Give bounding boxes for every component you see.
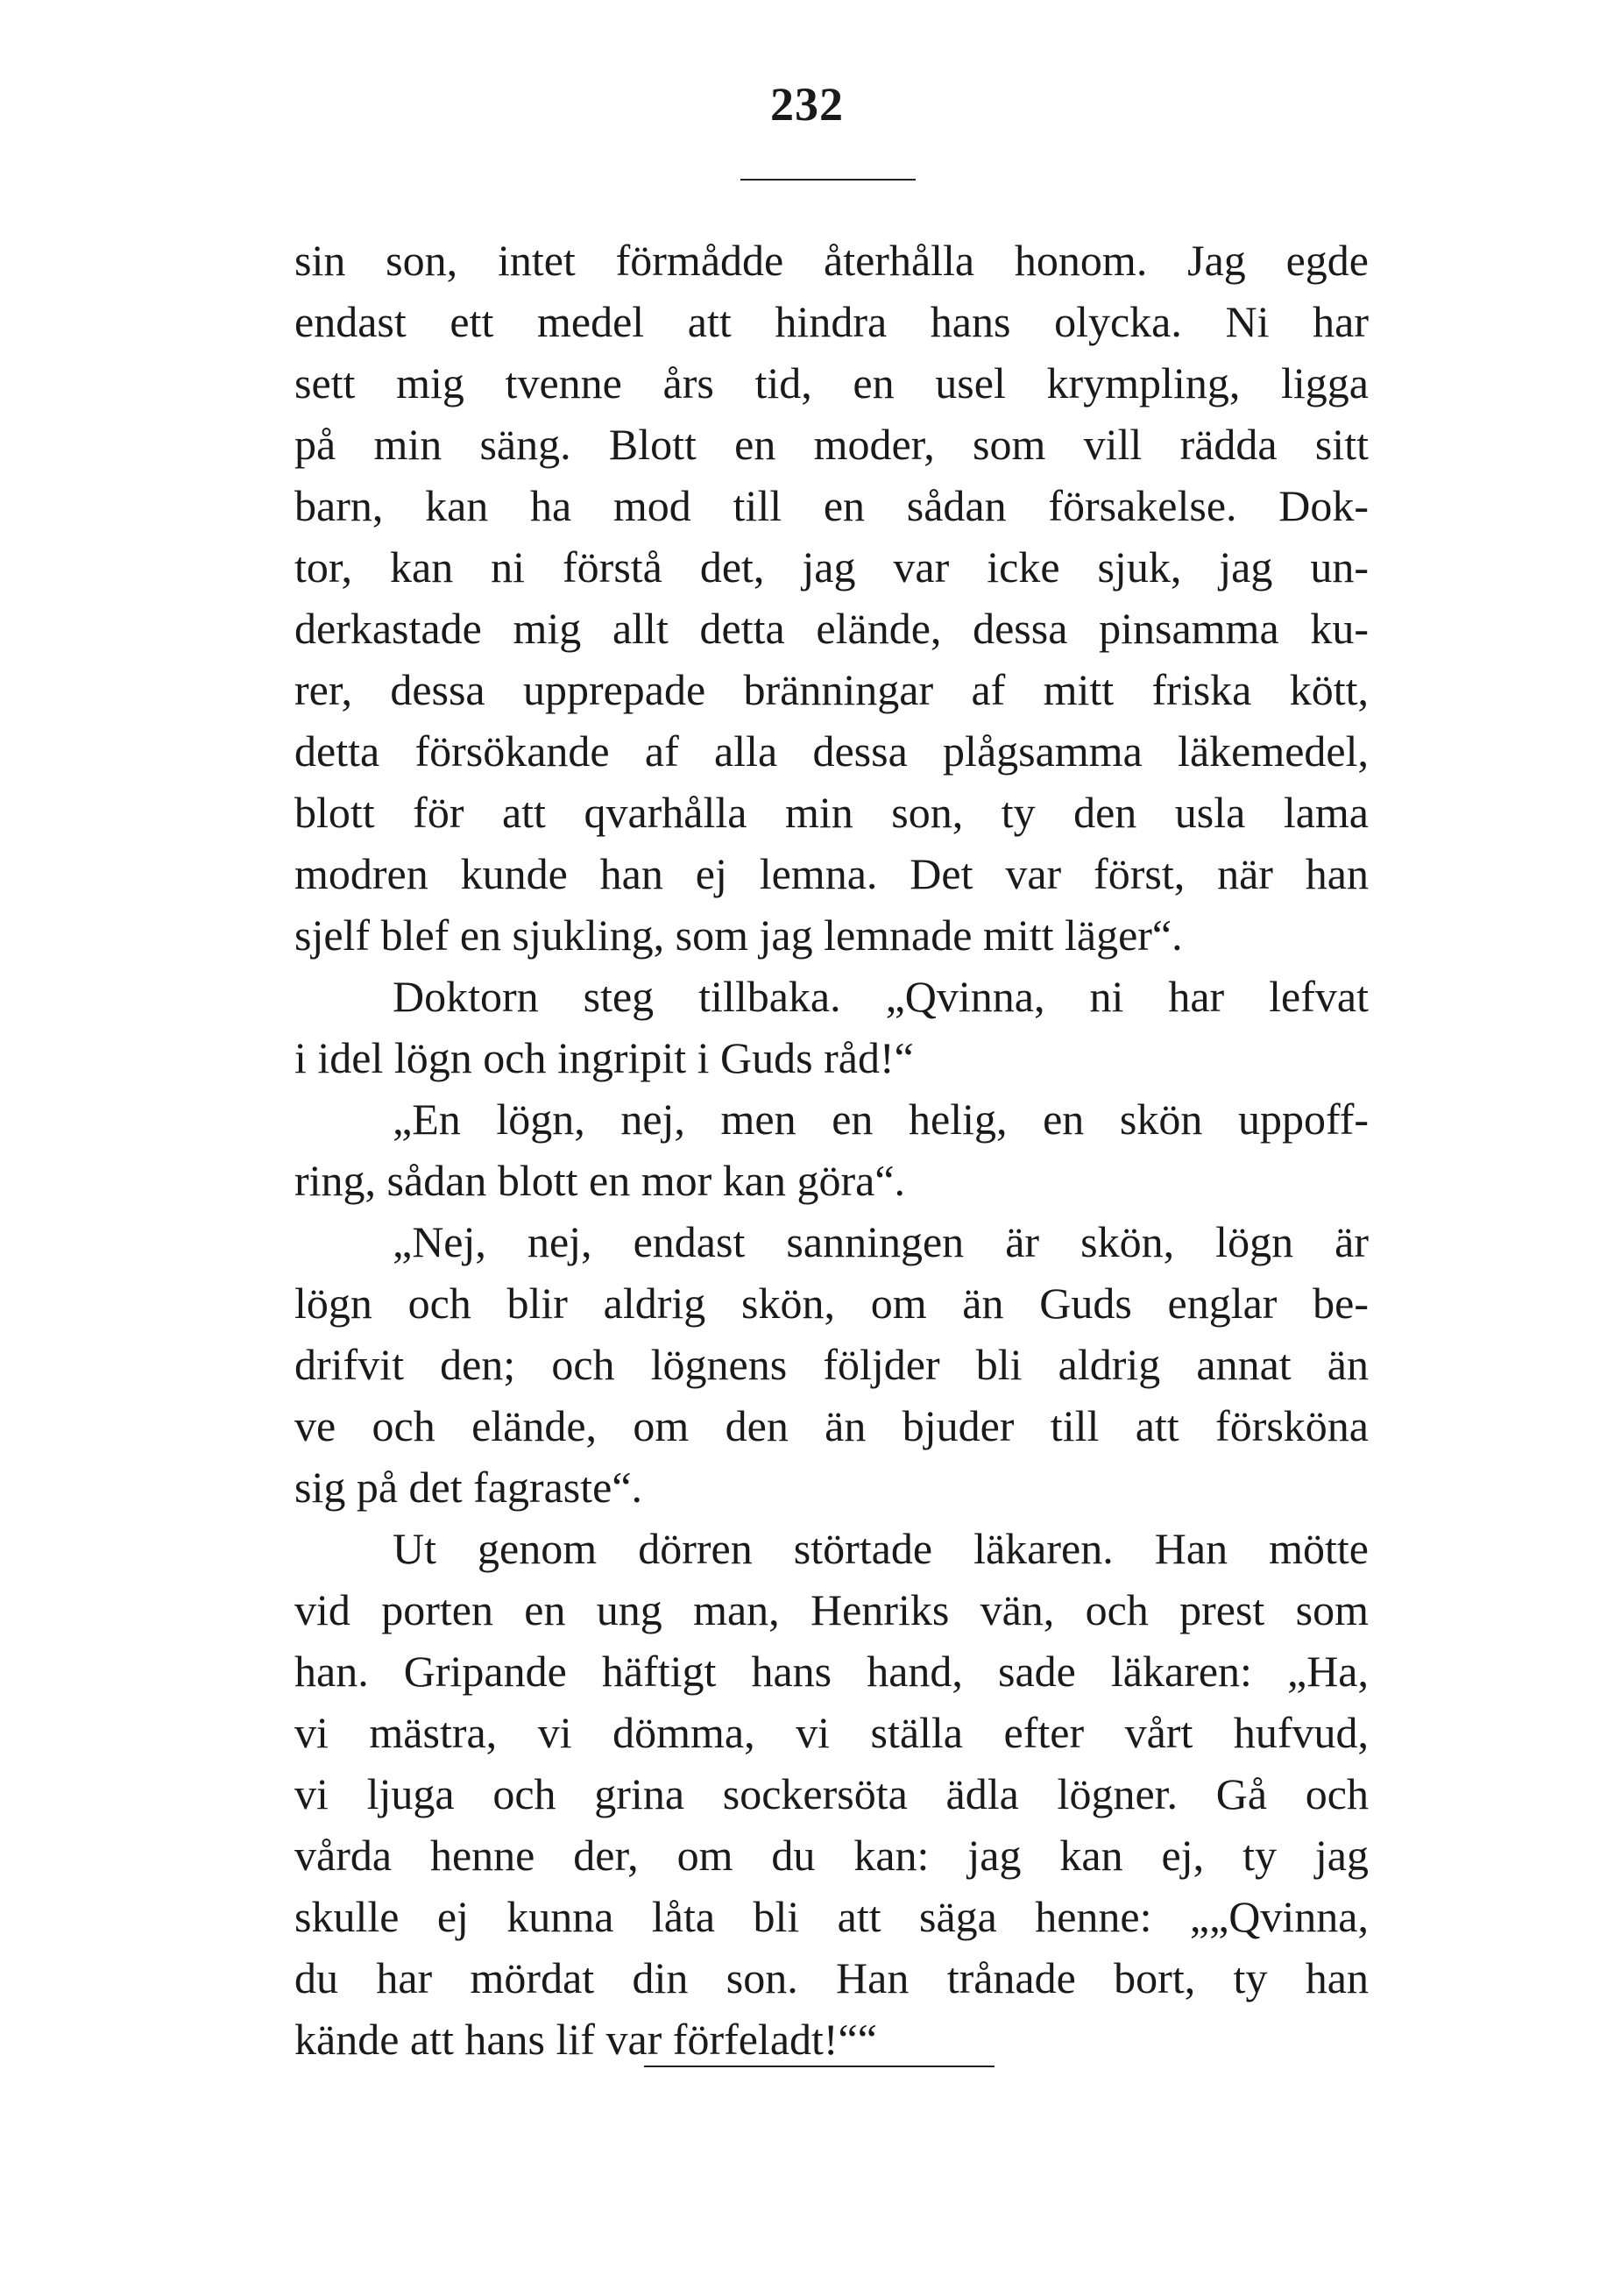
text-line: skulle ej kunna låta bli att säga henne: „„Qvinna, (294, 1892, 1369, 1941)
footer-rule (644, 2066, 995, 2067)
text-line: vid porten en ung man, Henriks vän, och prest som (294, 1585, 1369, 1634)
text-line: vi mästra, vi dömma, vi ställa efter vårt hufvud, (294, 1708, 1369, 1757)
text-line: tor, kan ni förstå det, jag var icke sjuk, jag un- (294, 542, 1369, 592)
text-line: ring, sådan blott en mor kan göra“. (294, 1156, 906, 1205)
text-line: kände att hans lif var förfeladt!““ (294, 2015, 877, 2064)
text-line: rer, dessa upprepade bränningar af mitt friska kött, (294, 665, 1369, 714)
text-line: du har mördat din son. Han trånade bort, ty han (294, 1953, 1369, 2002)
text-line: derkastade mig allt detta elände, dessa pinsamma ku- (294, 604, 1369, 653)
text-line: sjelf blef en sjukling, som jag lemnade mitt läger“. (294, 911, 1183, 960)
text-line: vårda henne der, om du kan: jag kan ej, ty jag (294, 1831, 1369, 1880)
text-line: detta försökande af alla dessa plågsamma läkemedel, (294, 726, 1369, 776)
text-line: lögn och blir aldrig skön, om än Guds englar be- (294, 1279, 1369, 1328)
text-line: blott för att qvarhålla min son, ty den usla lama (294, 788, 1369, 837)
header-rule (740, 179, 916, 181)
text-line: „Nej, nej, endast sanningen är skön, lögn är (393, 1217, 1369, 1266)
text-line: Doktorn steg tillbaka. „Qvinna, ni har lefvat (393, 972, 1369, 1021)
text-line: Ut genom dörren störtade läkaren. Han mötte (393, 1524, 1369, 1573)
body-text (294, 230, 1369, 2070)
text-line: barn, kan ha mod till en sådan försakelse. Dok- (294, 481, 1369, 530)
text-line: på min säng. Blott en moder, som vill rädda sitt (294, 420, 1369, 469)
text-line: drifvit den; och lögnens följder bli aldrig annat än (294, 1340, 1369, 1389)
text-line: ve och elände, om den än bjuder till att försköna (294, 1401, 1369, 1450)
text-line: han. Gripande häftigt hans hand, sade läkaren: „Ha, (294, 1647, 1369, 1696)
text-line: „En lögn, nej, men en helig, en skön uppoff- (393, 1095, 1369, 1144)
page-number: 232 (770, 78, 844, 131)
text-line: modren kunde han ej lemna. Det var först, när han (294, 849, 1369, 898)
text-line: sig på det fagraste“. (294, 1463, 643, 1512)
text-line: i idel lögn och ingripit i Guds råd!“ (294, 1033, 914, 1082)
text-line: sett mig tvenne års tid, en usel krympling, ligga (294, 358, 1369, 407)
text-line: endast ett medel att hindra hans olycka. Ni har (294, 297, 1369, 346)
text-line: sin son, intet förmådde återhålla honom. Jag egde (294, 236, 1369, 285)
text-line: vi ljuga och grina sockersöta ädla lögner. Gå och (294, 1769, 1369, 1818)
